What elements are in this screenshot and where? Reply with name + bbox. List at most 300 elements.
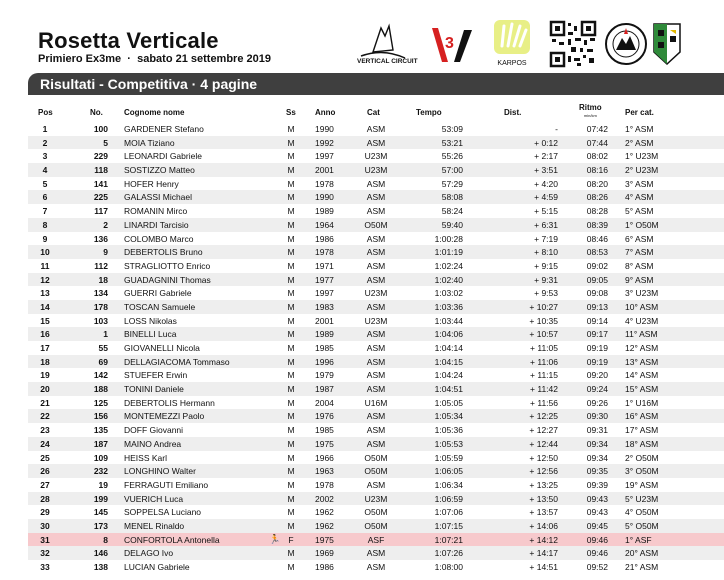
cell-time: 53:09 [441,124,463,134]
cell-no: 8 [103,534,108,545]
cell-pos: 24 [40,438,50,449]
cell-dist: + 10:27 [529,301,558,312]
cell-rate: 07:42 [586,124,608,134]
cell-rate: 09:34 [586,438,608,449]
table-row [28,382,724,396]
col-header-time: Tempo [416,108,442,117]
cell-percat: 1° ASF [625,534,652,545]
cell-name: HOFER Henry [124,178,179,189]
cell-sex: M [287,356,295,367]
cell-no: 5 [103,137,108,148]
cell-time: 53:21 [441,137,463,148]
cell-name: DELLAGIACOMA Tommaso [124,356,230,367]
cell-dist: + 2:17 [534,151,558,162]
cell-percat: 8° ASM [625,260,654,271]
cell-pos: 12 [40,274,50,285]
cell-rate: 08:20 [586,178,608,189]
cell-name: LOSS Nikolas [124,315,177,326]
cell-cat: ASM [366,233,386,244]
cell-pos: 14 [40,301,50,312]
table-row [28,546,724,560]
cell-cat: ASM [366,137,386,148]
cell-dist: + 12:50 [529,452,558,463]
cell-cat: ASM [366,411,386,422]
cell-pos: 6 [42,192,48,203]
page-title: Rosetta Verticale [38,28,219,53]
table-row [28,396,724,410]
cell-rate: 08:28 [586,206,608,217]
cell-year: 1985 [315,425,334,436]
cell-time: 1:01:19 [434,247,463,258]
cell-year: 1966 [315,452,334,463]
cell-pos: 26 [40,466,50,477]
cell-dist: + 11:06 [530,356,558,367]
cell-year: 1963 [315,466,334,477]
cell-sex: M [287,151,295,162]
cell-rate: 09:34 [586,452,608,463]
cell-rate: 09:05 [586,274,608,285]
cell-name: DELAGO Ivo [124,548,174,559]
cell-cat: ASM [366,479,386,490]
table-row [28,204,724,218]
cell-name: BINELLI Luca [124,329,177,340]
cell-year: 1975 [315,534,334,545]
cell-name: MAINO Andrea [124,438,182,449]
cell-year: 1978 [315,178,334,189]
cell-dist: + 12:27 [529,425,558,436]
cell-sex: M [287,397,295,408]
cell-rate: 09:46 [586,534,608,545]
table-row [28,177,724,191]
cell-rate: 09:52 [586,562,608,572]
cell-no: 103 [93,315,108,326]
cell-percat: 1° O50M [625,219,659,230]
cell-cat: U23M [364,288,388,299]
cell-cat: ASM [366,329,386,340]
cell-name: DEBERTOLIS Bruno [124,247,203,258]
cell-cat: ASM [366,343,386,353]
cell-cat: ASM [366,274,386,285]
cell-time: 1:07:15 [434,520,463,531]
karpos-logo-text: KARPOS [497,60,527,67]
table-row [28,122,724,136]
cell-name: SOPPELSA Luciano [124,507,202,518]
cell-no: 100 [93,124,108,134]
cell-time: 1:05:34 [434,411,463,422]
cell-percat: 3° ASM [625,178,654,189]
cell-dist: + 12:44 [529,438,558,449]
cell-cat: ASM [366,206,386,217]
cell-no: 134 [93,288,108,299]
col-header-no: No. [90,108,103,117]
cell-no: 69 [98,356,108,367]
cell-time: 1:05:05 [434,397,463,408]
cell-rate: 09:30 [586,411,608,422]
cell-sex: M [287,343,295,353]
cell-time: 1:03:36 [434,301,463,312]
cell-name: MOIA Tiziano [124,137,175,148]
cell-sex: M [287,520,295,531]
cell-sex: M [287,370,295,381]
cell-sex: M [287,137,295,148]
cell-dist: + 0:12 [534,137,558,148]
cell-pos: 4 [42,165,48,176]
cell-time: 1:03:02 [434,288,463,299]
table-row [28,286,724,300]
cell-pos: 17 [40,343,50,353]
cell-time: 1:02:40 [434,274,463,285]
cell-no: 55 [98,343,108,353]
cell-pos: 31 [40,534,50,545]
cell-percat: 4° O50M [625,507,659,518]
cell-year: 2001 [315,165,334,176]
cell-year: 1986 [315,233,334,244]
cell-percat: 4° ASM [625,192,654,203]
cell-name: LEONARDI Gabriele [124,151,202,162]
cell-percat: 1° ASM [625,124,654,134]
cell-no: 9 [103,247,108,258]
cell-name: DEBERTOLIS Hermann [124,397,215,408]
cell-time: 1:05:53 [434,438,463,449]
table-row [28,423,724,437]
cell-cat: ASM [366,438,386,449]
cell-year: 1978 [315,479,334,490]
table-row [28,560,724,574]
cell-pos: 9 [42,233,48,244]
cell-time: 1:04:06 [434,329,463,340]
cell-dist: + 13:25 [529,479,558,490]
cell-sex: M [287,260,295,271]
cell-no: 1 [103,329,108,340]
3v-logo [430,22,476,66]
cell-cat: ASM [366,356,386,367]
col-header-year: Anno [315,108,336,117]
cell-no: 18 [98,274,108,285]
table-row [28,163,724,177]
cell-percat: 18° ASM [625,438,659,449]
cell-sex: M [287,178,295,189]
table-row [28,327,724,341]
cell-sex: M [287,452,295,463]
cell-no: 118 [94,165,108,176]
cell-pos: 25 [40,452,50,463]
cell-dist: + 6:31 [534,219,558,230]
cell-percat: 2° ASM [625,137,654,148]
cell-rate: 09:08 [586,288,608,299]
cell-time: 1:03:44 [434,315,463,326]
cell-pos: 28 [40,493,50,504]
cell-percat: 15° ASM [625,384,659,395]
cell-percat: 19° ASM [625,479,659,490]
cell-time: 1:02:24 [434,260,463,271]
cell-year: 1985 [315,343,334,353]
col-header-sex: Ss [286,108,296,117]
cell-time: 57:29 [441,178,463,189]
cell-percat: 5° O50M [625,520,659,531]
cell-sex: M [287,438,295,449]
cell-percat: 6° ASM [625,233,654,244]
page-header [0,0,724,72]
cell-year: 1962 [315,507,334,518]
cell-no: 112 [94,260,108,271]
cell-cat: ASM [366,178,386,189]
event-date: sabato 21 settembre 2019 [137,53,271,65]
cell-dist: + 14:17 [529,548,558,559]
vertical-circuit-logo-text: VERTICAL CIRCUIT [357,58,418,65]
cell-percat: 16° ASM [625,411,659,422]
cell-rate: 08:46 [586,233,608,244]
cell-sex: F [288,534,294,545]
cell-year: 1992 [315,137,334,148]
cell-percat: 12° ASM [625,343,659,353]
cell-dist: + 9:31 [534,274,558,285]
cell-time: 1:04:51 [434,384,463,395]
cell-time: 1:08:00 [434,562,463,572]
cell-rate: 09:13 [586,301,608,312]
cell-percat: 1° U16M [625,397,659,408]
cell-name: MONTEMEZZI Paolo [124,411,205,422]
vertical-circuit-logo [355,22,418,68]
cell-name: TOSCAN Samuele [124,301,196,312]
cell-percat: 2° O50M [625,452,659,463]
cell-dist: + 10:57 [529,329,558,340]
table-row [28,136,724,150]
cell-cat: ASM [366,548,386,559]
cell-time: 59:40 [441,219,463,230]
cell-cat: U23M [364,165,388,176]
cell-year: 1975 [315,438,334,449]
cell-dist: + 9:15 [534,260,558,271]
cell-time: 1:04:24 [434,370,463,381]
cell-time: 55:26 [441,151,463,162]
cell-pos: 18 [40,356,50,367]
cell-rate: 09:45 [586,520,608,531]
cell-no: 188 [93,384,108,395]
table-row [28,464,724,478]
cell-cat: O50M [364,466,388,477]
cell-year: 1979 [315,370,334,381]
cell-pos: 30 [40,520,50,531]
cell-pos: 21 [40,397,50,408]
cell-sex: M [287,315,295,326]
cell-rate: 09:43 [586,507,608,518]
cell-year: 1997 [315,151,334,162]
cell-rate: 09:26 [586,397,608,408]
cell-year: 1977 [315,274,334,285]
cell-percat: 2° U23M [625,165,659,176]
cell-time: 1:05:59 [434,452,463,463]
cell-time: 58:08 [441,192,463,203]
cell-percat: 20° ASM [625,548,659,559]
cell-pos: 20 [40,384,50,395]
cell-name: LONGHINO Walter [124,466,196,477]
cell-time: 57:00 [441,165,463,176]
cell-name: STRAGLIOTTO Enrico [124,260,211,271]
cell-time: 1:07:06 [434,507,463,518]
cell-dist: + 12:25 [529,411,558,422]
cell-rate: 08:16 [586,165,608,176]
cell-pos: 32 [40,548,50,559]
cell-cat: U23M [364,151,388,162]
cell-rate: 09:17 [586,329,608,340]
cell-year: 1986 [315,562,334,572]
cell-name: LINARDI Tarcisio [124,219,189,230]
col-header-name: Cognome nome [124,108,185,117]
cell-dist: + 11:56 [530,397,558,408]
cell-year: 1969 [315,548,334,559]
cell-dist: - [555,124,558,134]
cell-name: GALASSI Michael [124,192,193,203]
cell-rate: 09:43 [586,493,608,504]
cell-time: 1:06:34 [434,479,463,490]
col-header-rate [579,104,602,120]
cell-name: COLOMBO Marco [124,233,194,244]
cell-no: 117 [94,206,108,217]
table-row [28,519,724,533]
table-row [28,451,724,465]
table-row [28,505,724,519]
cell-rate: 09:39 [586,479,608,490]
cell-sex: M [287,165,295,176]
cell-rate: 09:19 [586,343,608,353]
cell-sex: M [287,507,295,518]
cell-year: 2001 [315,315,334,326]
cell-cat: ASM [366,425,386,436]
qr-code [549,20,597,68]
cell-dist: + 3:51 [534,165,558,176]
cell-no: 142 [93,370,108,381]
cell-year: 1996 [315,356,334,367]
table-row [28,149,724,163]
cell-dist: + 11:15 [530,370,558,381]
cell-pos: 27 [40,479,50,490]
cell-time: 1:07:21 [434,534,463,545]
cell-no: 135 [93,425,108,436]
cell-cat: ASM [366,301,386,312]
cell-rate: 08:02 [586,151,608,162]
cell-year: 1989 [315,329,334,340]
col-header-rate-label: Ritmo [579,103,602,112]
cell-time: 1:05:36 [434,425,463,436]
subtitle-separator: · [127,53,131,65]
cell-sex: M [287,233,295,244]
cell-no: 173 [93,520,108,531]
col-header-percat: Per cat. [625,108,654,117]
cell-name: TONINI Daniele [124,384,184,395]
cell-time: 1:07:26 [434,548,463,559]
cell-pos: 22 [40,411,50,422]
cell-pos: 7 [42,206,48,217]
cell-cat: ASM [366,192,386,203]
cell-no: 178 [93,301,108,312]
cell-sex: M [287,288,295,299]
cell-sex: M [287,219,295,230]
cell-rate: 09:02 [586,260,608,271]
cell-percat: 14° ASM [625,370,659,381]
cell-dist: + 7:19 [534,233,558,244]
cell-rate: 07:44 [586,137,608,148]
cell-time: 58:24 [441,206,463,217]
cell-pos: 13 [40,288,50,299]
cell-pos: 23 [40,425,50,436]
cell-no: 138 [93,562,108,572]
cell-name: GUADAGNINI Thomas [124,274,211,285]
cell-sex: M [287,301,295,312]
soccorso-alpino-logo [604,22,648,66]
cell-rate: 08:26 [586,192,608,203]
cell-no: 109 [93,452,108,463]
cell-percat: 21° ASM [625,562,659,572]
table-row [28,409,724,423]
cell-dist: + 9:53 [534,288,558,299]
cell-no: 156 [93,411,108,422]
cell-rate: 09:20 [586,370,608,381]
cell-pos: 5 [42,178,48,189]
table-row [28,355,724,369]
cell-dist: + 4:20 [534,178,558,189]
cell-no: 187 [93,438,108,449]
cell-sex: M [287,274,295,285]
karpos-logo [490,20,534,68]
svg-text:3: 3 [445,35,454,52]
cell-rate: 09:19 [586,356,608,367]
cell-no: 225 [93,192,108,203]
cell-sex: M [287,329,295,340]
cell-name: MENEL Rinaldo [124,520,185,531]
cell-pos: 8 [42,219,48,230]
cell-dist: + 4:59 [534,192,558,203]
cell-cat: U23M [364,493,388,504]
table-row [28,341,724,355]
cell-pos: 11 [40,260,50,271]
cell-no: 2 [103,219,108,230]
cell-dist: + 5:15 [534,206,558,217]
cell-dist: + 10:35 [529,315,558,326]
cell-dist: + 14:12 [529,534,558,545]
cell-name: CONFORTOLA Antonella [124,534,220,545]
cell-percat: 9° ASM [625,274,654,285]
cell-dist: + 13:50 [529,493,558,504]
cell-cat: O50M [364,219,388,230]
cell-year: 1962 [315,520,334,531]
cell-name: SOSTIZZO Matteo [124,165,195,176]
cell-sex: M [287,247,295,258]
cell-dist: + 8:10 [534,247,558,258]
cell-year: 1990 [315,192,334,203]
col-header-pos: Pos [38,108,53,117]
cell-cat: ASM [366,260,386,271]
cell-sex: M [287,206,295,217]
cell-dist: + 11:05 [530,343,558,353]
cell-cat: ASF [367,534,385,545]
cell-percat: 11° ASM [625,329,658,340]
cell-name: FERRAGUTI Emiliano [124,479,209,490]
cell-cat: U23M [364,315,388,326]
event-name: Primiero Ex3me [38,53,122,65]
cell-year: 2004 [315,397,334,408]
cell-cat: ASM [366,384,386,395]
cell-year: 1976 [315,411,334,422]
cell-pos: 2 [42,137,48,148]
cell-sex: M [287,411,295,422]
cell-no: 146 [93,548,108,559]
cell-cat: ASM [366,562,386,572]
cell-sex: M [287,562,295,572]
cell-year: 1983 [315,301,334,312]
cell-year: 1964 [315,219,334,230]
cell-pos: 19 [40,370,50,381]
table-row [28,437,724,451]
